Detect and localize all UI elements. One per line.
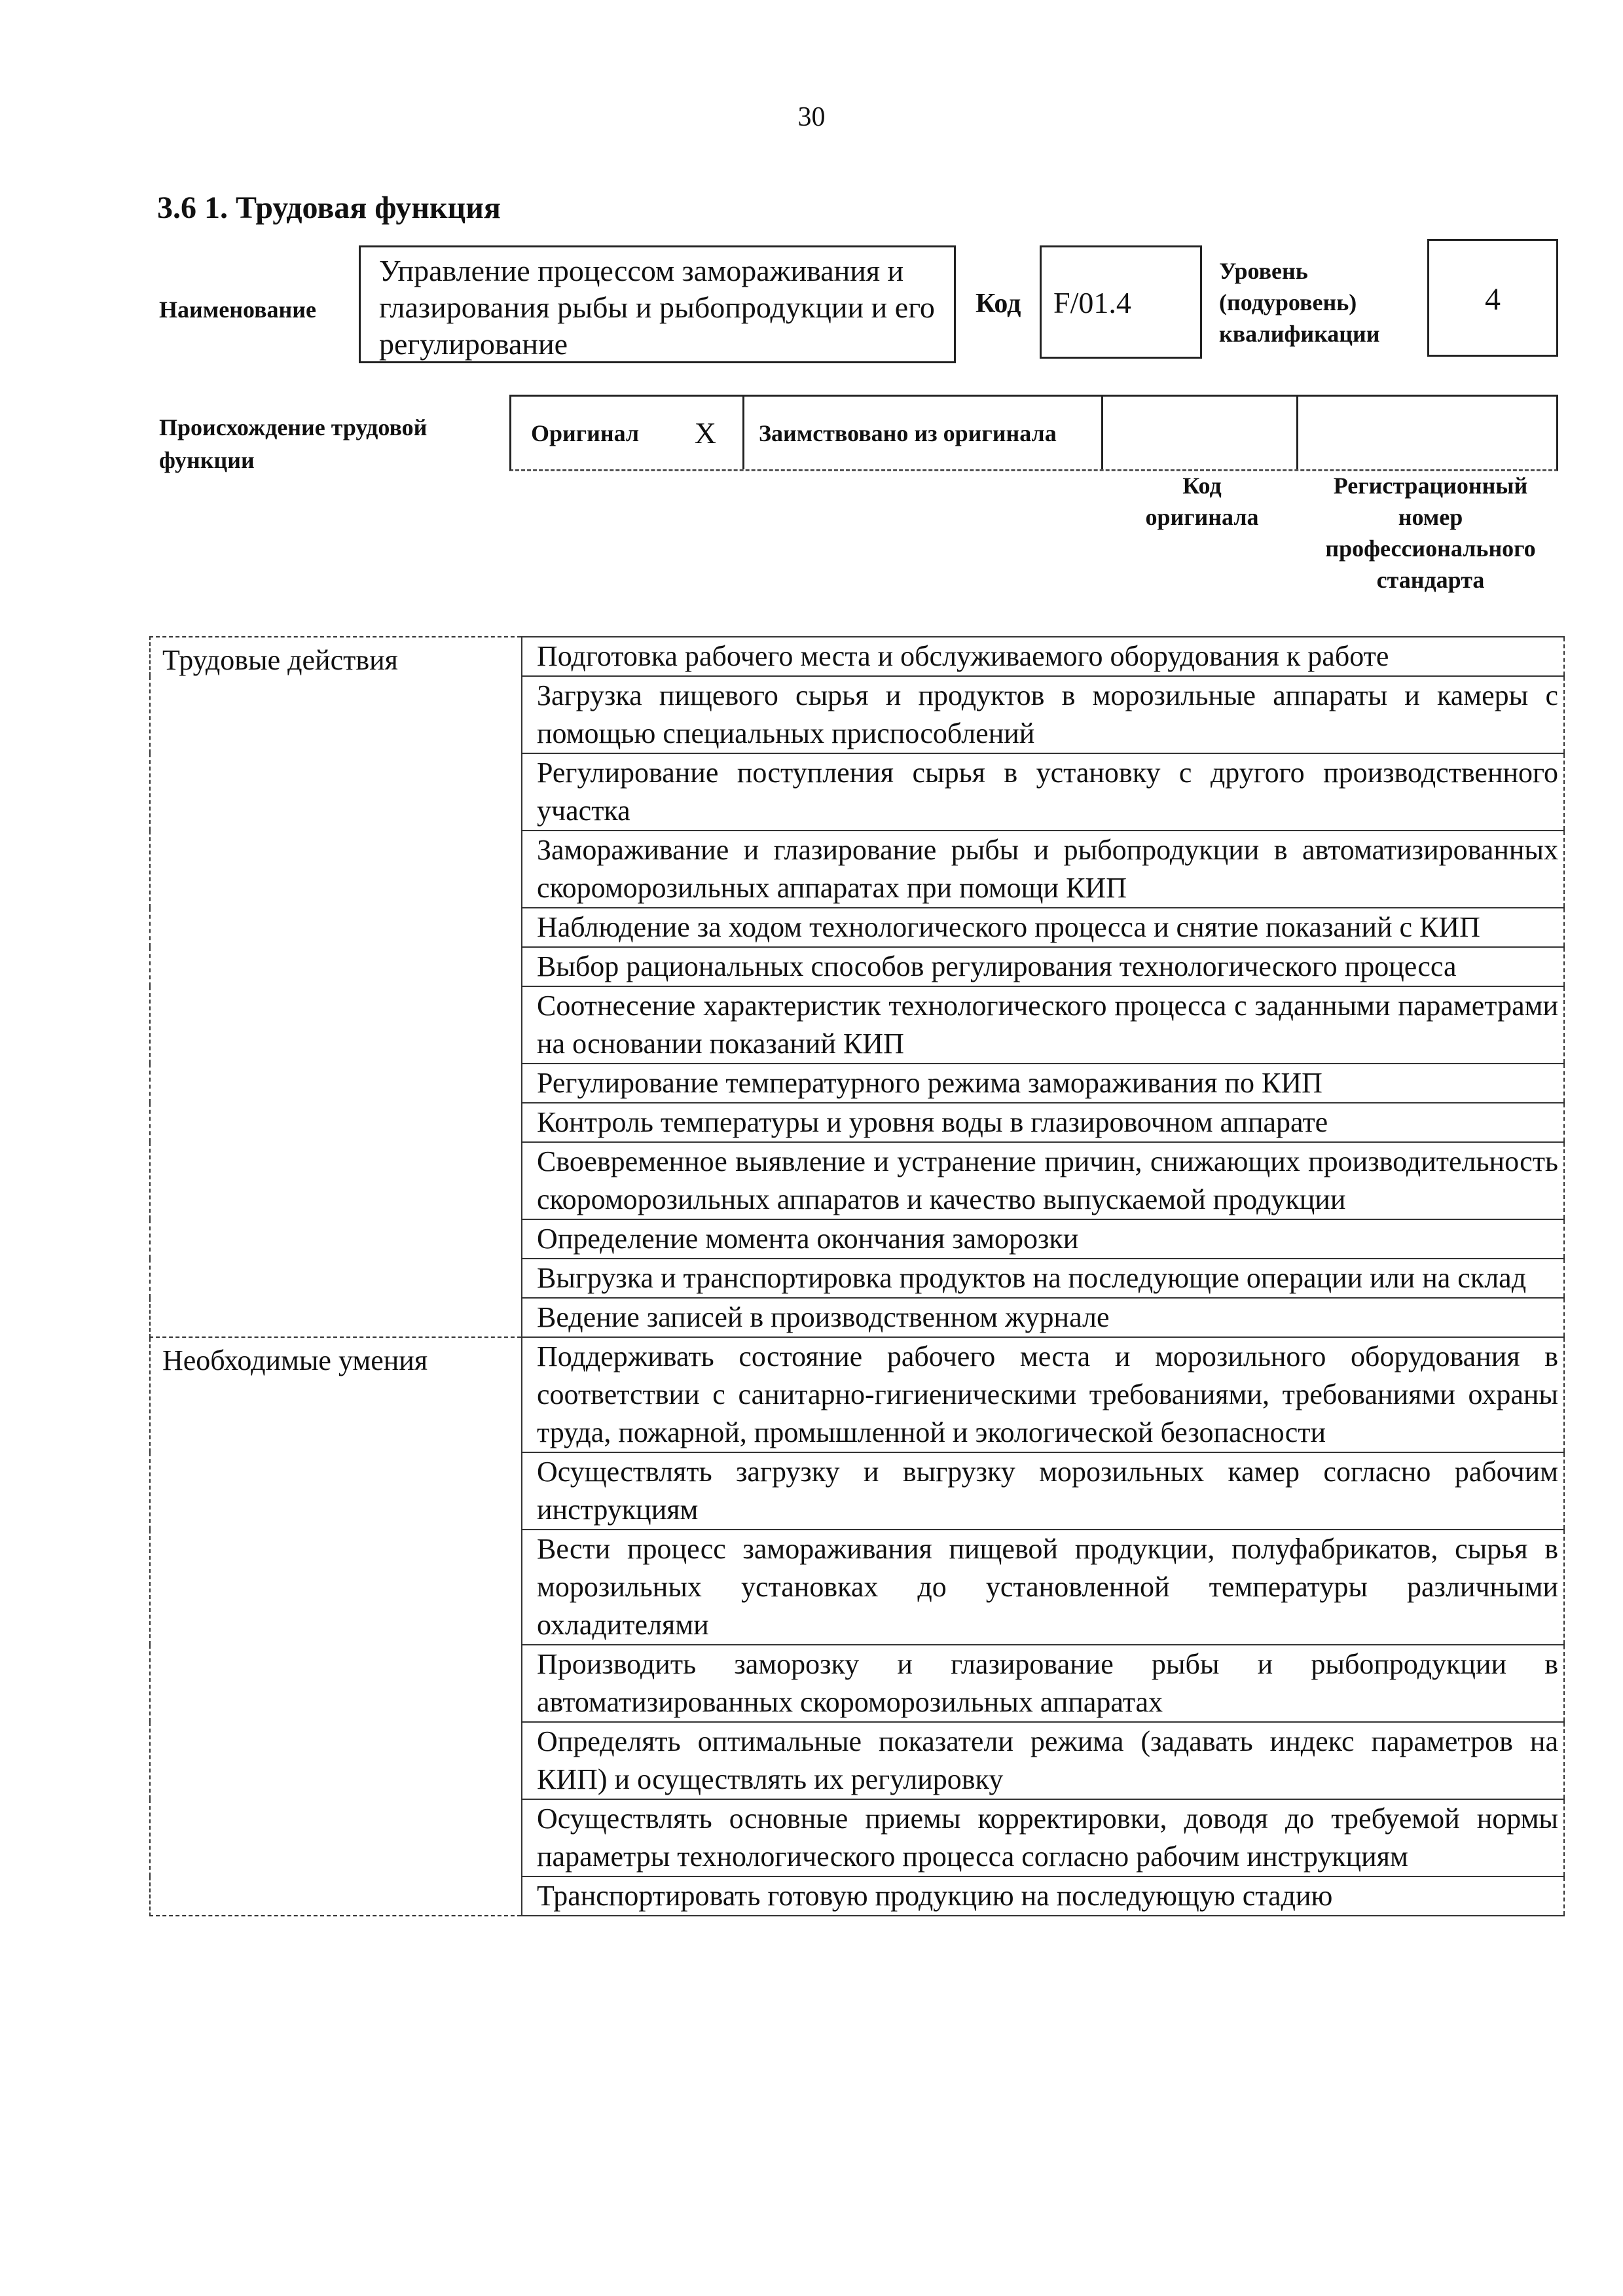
labor-action-item: Загрузка пищевого сырья и продуктов в морозильные аппараты и камеры с помощью специальных приспособлений [522,676,1564,753]
code-label: Код [976,289,1021,319]
required-skill-item: Вести процесс замораживания пищевой продукции, полуфабрикатов, сырья в морозильных установках до установленной температуры различными охладителями [522,1530,1564,1645]
reg-number-caption-line: номер [1398,504,1463,530]
qualification-level-label-line: (подуровень) [1219,289,1357,315]
borrowed-cell [744,397,1103,469]
qualification-level-label [1219,255,1380,350]
labor-action-item: Замораживание и глазирование рыбы и рыбопродукции в автоматизированных скороморозильных аппаратах при помощи КИП [522,831,1564,908]
section-title: 3.6 1. Трудовая функция [157,190,501,225]
code-original-cell [1103,397,1298,469]
labor-action-item: Регулирование температурного режима замораживания по КИП [522,1064,1564,1103]
required-skills-label: Необходимые умения [150,1337,522,1916]
code-original-caption-line: Код [1182,473,1222,499]
origin-label-line: функции [159,447,255,473]
original-cell [511,397,744,469]
reg-number-caption-line: стандарта [1376,567,1485,593]
labor-actions-section [150,637,1564,1337]
qualification-level-label-line: Уровень [1219,258,1308,284]
qualification-level-value: 4 [1427,239,1558,357]
origin-row [509,395,1558,471]
required-skill-item: Осуществлять основные приемы корректировки, доводя до требуемой нормы параметры технологического процесса согласно рабочим инструкциям [522,1799,1564,1876]
labor-action-item: Своевременное выявление и устранение причин, снижающих производительность скороморозильных аппаратов и качество выпускаемой продукции [522,1142,1564,1219]
labor-actions-label: Трудовые действия [150,637,522,1337]
required-skill-item: Определять оптимальные показатели режима (задавать индекс параметров на КИП) и осуществлять их регулировку [522,1722,1564,1799]
function-name-value: Управление процессом замораживания и глазирования рыбы и рыбопродукции и его регулирование [359,245,956,363]
original-label: Оригинал [531,420,640,446]
function-name-label: Наименование [159,296,316,323]
code-original-caption [1104,470,1300,533]
labor-action-item: Подготовка рабочего места и обслуживаемого оборудования к работе [522,637,1564,676]
labor-action-item: Соотнесение характеристик технологического процесса с заданными параметрами на основании показаний КИП [522,986,1564,1064]
reg-number-caption-line: профессионального [1325,535,1536,562]
required-skill-item: Транспортировать готовую продукцию на последующую стадию [522,1876,1564,1916]
origin-label [159,411,427,476]
labor-action-item: Наблюдение за ходом технологического процесса и снятие показаний с КИП [522,908,1564,947]
labor-action-item: Контроль температуры и уровня воды в глазировочном аппарате [522,1103,1564,1142]
required-skill-item: Осуществлять загрузку и выгрузку морозильных камер согласно рабочим инструкциям [522,1452,1564,1530]
qualification-level-label-line: квалификации [1219,321,1380,347]
reg-number-caption [1303,470,1558,596]
reg-number-caption-line: Регистрационный [1333,473,1528,499]
required-skill-item: Производить заморозку и глазирование рыбы и рыбопродукции в автоматизированных скороморозильных аппаратах [522,1645,1564,1722]
labor-action-item: Определение момента окончания заморозки [522,1219,1564,1259]
required-skills-section [150,1337,1564,1916]
required-skill-item: Поддерживать состояние рабочего места и морозильного оборудования в соответствии с санитарно-гигиеническими требованиями, требованиями охраны труда, пожарной, промышленной и экологической безопасности [522,1337,1564,1452]
labor-action-item: Ведение записей в производственном журнале [522,1298,1564,1337]
original-mark: X [694,416,716,450]
labor-action-item: Выгрузка и транспортировка продуктов на последующие операции или на склад [522,1259,1564,1298]
origin-label-line: Происхождение трудовой [159,414,428,440]
reg-number-cell [1298,397,1556,469]
code-value: F/01.4 [1040,245,1202,359]
borrowed-label: Заимствовано из оригинала [759,420,1057,446]
labor-action-item: Регулирование поступления сырья в установку с другого производственного участка [522,753,1564,831]
page-number: 30 [797,102,826,132]
table-row [150,1337,1564,1452]
table-row [150,637,1564,676]
functions-table [149,636,1565,1916]
code-original-caption-line: оригинала [1145,504,1259,530]
labor-action-item: Выбор рациональных способов регулирования технологического процесса [522,947,1564,986]
